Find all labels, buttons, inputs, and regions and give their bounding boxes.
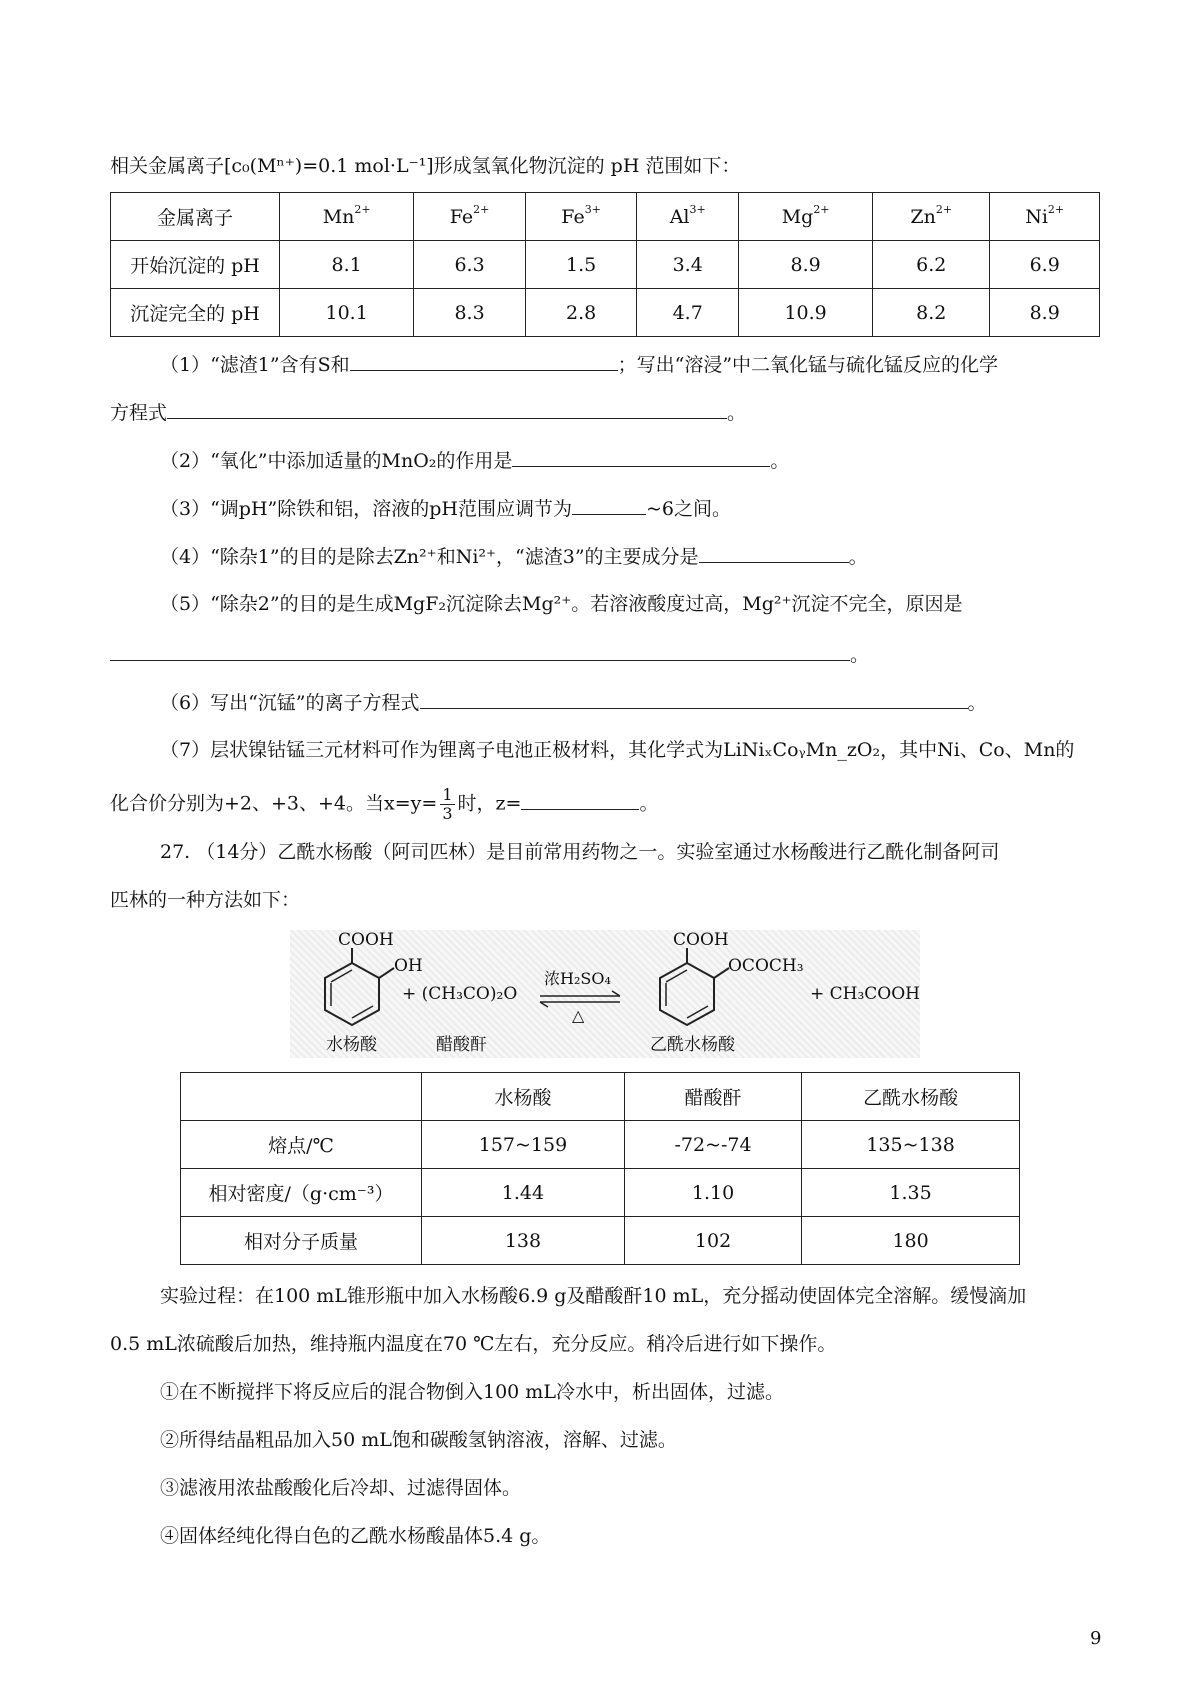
table-cell: 157~159	[422, 1121, 625, 1169]
table-cell: 10.9	[739, 289, 873, 337]
table-header: 醋酸酐	[624, 1073, 801, 1121]
fraction-one-third: $\frac{1}{3}$	[442, 785, 453, 823]
table-cell: 180	[802, 1217, 1020, 1265]
ion-cell: $Mn^{2+}$	[280, 193, 414, 241]
table-header: 开始沉淀的 pH	[111, 241, 280, 289]
table-header: 金属离子	[111, 193, 280, 241]
question-5-cont: 。	[110, 640, 869, 669]
catalyst-label: 浓H₂SO₄	[544, 969, 611, 988]
table-cell: 1.35	[802, 1169, 1020, 1217]
table-cell: 1.44	[422, 1169, 625, 1217]
table-cell: 熔点/℃	[181, 1121, 422, 1169]
table-cell: 1.5	[525, 241, 637, 289]
answer-blank[interactable]	[699, 542, 849, 563]
table-cell: 相对分子质量	[181, 1217, 422, 1265]
table-cell: 相对密度/（g·cm⁻³）	[181, 1169, 422, 1217]
table-cell: 6.9	[990, 241, 1100, 289]
question-4: （4）“除杂1”的目的是除去Zn²⁺和Ni²⁺，“滤渣3”的主要成分是 。	[160, 542, 868, 571]
table-cell: 8.9	[990, 289, 1100, 337]
question-1-cont: 方程式 。	[110, 398, 746, 427]
table-cell: 4.7	[637, 289, 739, 337]
procedure-line-1: 实验过程：在100 mL锥形瓶中加入水杨酸6.9 g及醋酸酐10 mL，充分摇动使固体完全溶解。缓慢滴加	[160, 1285, 1027, 1307]
table-row	[181, 1121, 1020, 1169]
table-cell: 1.10	[624, 1169, 801, 1217]
table-header-row	[181, 1073, 1020, 1121]
table-row	[181, 1217, 1020, 1265]
answer-blank[interactable]	[420, 688, 968, 709]
product-group: OCOCH₃	[728, 956, 804, 976]
product-name: 乙酰水杨酸	[650, 1035, 735, 1055]
question-1: （1）“滤渣1”含有S和 ；写出“溶浸”中二氧化锰与硫化锰反应的化学	[160, 350, 998, 379]
reactant1-name: 水杨酸	[326, 1035, 377, 1055]
reaction-scheme	[290, 930, 920, 1058]
product-cooh: COOH	[673, 930, 729, 950]
ph-table	[110, 192, 1100, 337]
answer-blank[interactable]	[512, 446, 770, 467]
ion-row	[111, 193, 1100, 241]
question-3: （3）“调pH”除铁和铝，溶液的pH范围应调节为 ~6之间。	[160, 494, 731, 523]
answer-blank[interactable]	[110, 640, 850, 661]
table-cell: 6.3	[414, 241, 526, 289]
reactant1-oh: OH	[394, 956, 423, 976]
reactant2-formula: + (CH₃CO)₂O	[402, 984, 518, 1004]
benzene-ring-icon	[325, 963, 379, 1025]
table-header: 沉淀完全的 pH	[111, 289, 280, 337]
ion-cell: $Fe^{2+}$	[414, 193, 526, 241]
page-number: 9	[1090, 1628, 1102, 1649]
reactant1-cooh: COOH	[338, 930, 394, 950]
ion-cell: $Ni^{2+}$	[990, 193, 1100, 241]
question-5: （5）“除杂2”的目的是生成MgF₂沉淀除去Mg²⁺。若溶液酸度过高，Mg²⁺沉淀不完全，原因是	[160, 593, 963, 615]
answer-blank[interactable]	[350, 350, 618, 371]
table-cell: 138	[422, 1217, 625, 1265]
properties-table	[180, 1072, 1020, 1265]
ion-cell: $Mg^{2+}$	[739, 193, 873, 241]
table-cell: 8.9	[739, 241, 873, 289]
table-cell: 6.2	[873, 241, 990, 289]
procedure-step-2: ②所得结晶粗品加入50 mL饱和碳酸氢钠溶液，溶解、过滤。	[160, 1429, 677, 1451]
table-cell: 2.8	[525, 289, 637, 337]
benzene-ring-icon	[660, 963, 714, 1025]
table-header	[181, 1073, 422, 1121]
table-header: 乙酰水杨酸	[802, 1073, 1020, 1121]
table-cell: 135~138	[802, 1121, 1020, 1169]
intro-text: 相关金属离子[c₀(Mⁿ⁺)=0.1 mol·L⁻¹]形成氢氧化物沉淀的 pH 范围如下：	[110, 155, 741, 177]
heat-symbol: △	[572, 1006, 585, 1025]
question-7-cont: 化合价分别为+2、+3、+4。当x=y= $\frac{1}{3}$ 时，z= 。	[110, 785, 659, 823]
table-cell: 10.1	[280, 289, 414, 337]
table-row	[181, 1169, 1020, 1217]
byproduct-formula: + CH₃COOH	[810, 984, 921, 1004]
procedure-step-3: ③滤液用浓盐酸酸化后冷却、过滤得固体。	[160, 1477, 522, 1499]
answer-blank[interactable]	[167, 398, 727, 419]
table-cell: -72~-74	[624, 1121, 801, 1169]
table-cell: 3.4	[637, 241, 739, 289]
procedure-line-2: 0.5 mL浓硫酸后加热，维持瓶内温度在70 ℃左右，充分反应。稍冷后进行如下操作。	[110, 1333, 837, 1355]
question-6: （6）写出“沉锰”的离子方程式 。	[160, 688, 987, 717]
ion-cell: $Fe^{3+}$	[525, 193, 637, 241]
question-7: （7）层状镍钴锰三元材料可作为锂离子电池正极材料，其化学式为LiNiₓCoᵧMn_zO₂，其中Ni、Co、Mn的	[160, 739, 1075, 761]
complete-ph-row	[111, 289, 1100, 337]
table-cell: 102	[624, 1217, 801, 1265]
procedure-step-1: ①在不断搅拌下将反应后的混合物倒入100 mL冷水中，析出固体，过滤。	[160, 1381, 784, 1403]
table-cell: 8.1	[280, 241, 414, 289]
question-27-cont: 匹林的一种方法如下：	[110, 889, 301, 911]
answer-blank[interactable]	[521, 789, 639, 810]
question-2: （2）“氧化”中添加适量的MnO₂的作用是 。	[160, 446, 789, 475]
ion-cell: $Al^{3+}$	[637, 193, 739, 241]
table-header: 水杨酸	[422, 1073, 625, 1121]
reactant2-name: 醋酸酐	[436, 1035, 487, 1055]
start-ph-row	[111, 241, 1100, 289]
question-27: 27. （14分）乙酰水杨酸（阿司匹林）是目前常用药物之一。实验室通过水杨酸进行乙酰化制备阿司	[160, 841, 1000, 863]
table-cell: 8.2	[873, 289, 990, 337]
ion-cell: $Zn^{2+}$	[873, 193, 990, 241]
table-cell: 8.3	[414, 289, 526, 337]
answer-blank[interactable]	[572, 494, 646, 515]
procedure-step-4: ④固体经纯化得白色的乙酰水杨酸晶体5.4 g。	[160, 1525, 551, 1547]
